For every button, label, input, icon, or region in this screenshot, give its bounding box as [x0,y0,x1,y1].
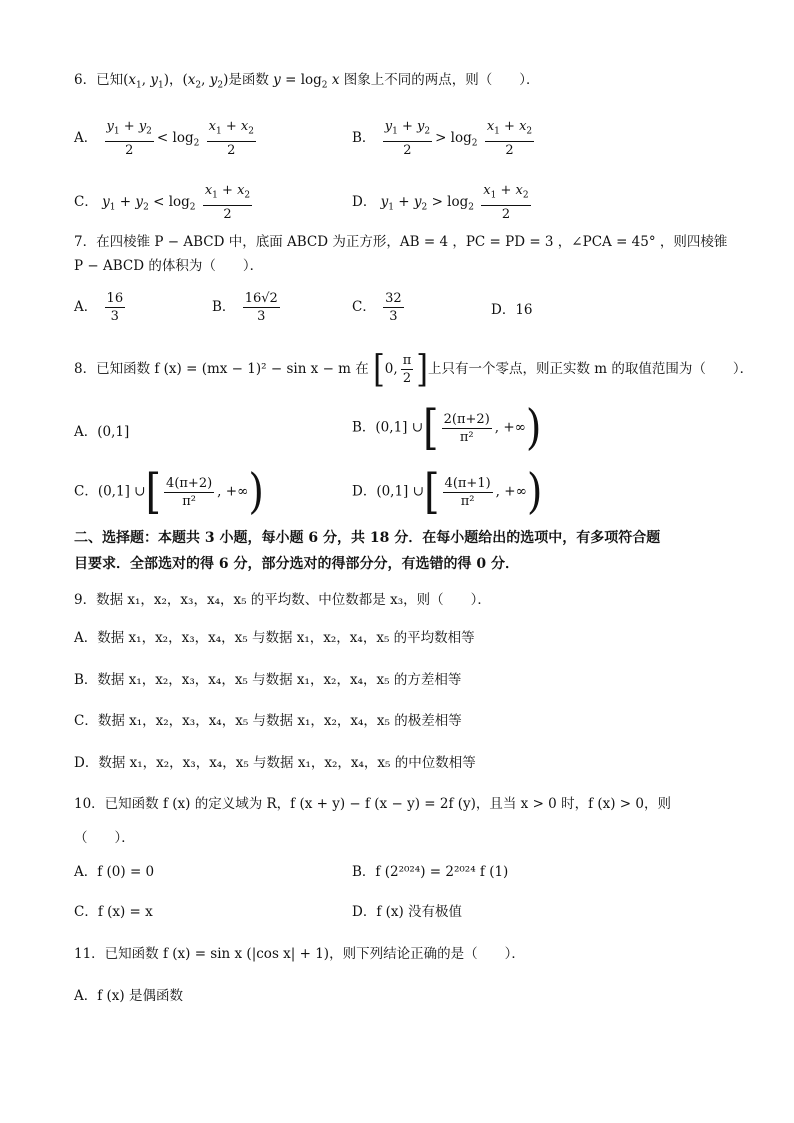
q9-option-c[interactable]: C．数据 x₁，x₂，x₃，x₄，x₅ 与数据 x₁，x₂，x₄，x₅ 的极差相等 [74,713,462,729]
q7-stem-line2: P − ABCD 的体积为（ ）． [74,258,264,274]
q11-option-a[interactable]: A．f (x) 是偶函数 [74,988,183,1004]
section2-heading-line2: 目要求．全部选对的得 6 分，部分选对的得部分分，有选错的得 0 分． [74,556,519,572]
q7-option-d[interactable]: D．16 [491,302,533,318]
q8-stem: 8．已知函数 f (x) = (mx − 1)² − sin x − m 在 [0, $\frac{\pi}{2}$ ]上只有一个零点，则正实数 m 的取值范围为（ ）． [74,347,754,391]
q10-stem-line1: 10．已知函数 f (x) 的定义域为 R，f (x + y) − f (x − y) = 2f (y)，且当 x > 0 时，f (x) > 0，则 [74,796,671,812]
q9-option-d[interactable]: D．数据 x₁，x₂，x₃，x₄，x₅ 与数据 x₁，x₂，x₄，x₅ 的中位数相等 [74,755,476,771]
q7-option-a[interactable]: A． $\frac{16}{3}$ [74,291,124,324]
q6-option-a[interactable]: A． $\frac{y_1 + y_2}{2}$ < $\log_2$ $\frac{x_1 + x_2}{2}$ [74,119,254,158]
q9-option-a[interactable]: A．数据 x₁，x₂，x₃，x₄，x₅ 与数据 x₁，x₂，x₄，x₅ 的平均数相等 [74,630,475,646]
section2-heading-line1: 二、选择题：本题共 3 小题，每小题 6 分，共 18 分．在每小题给出的选项中，有多项符合题 [74,530,661,546]
q11-stem: 11．已知函数 f (x) = sin x (|cos x| + 1)，则下列结论正确的是（ ）． [74,946,525,962]
q10-option-d[interactable]: D．f (x) 没有极值 [352,904,463,920]
q10-option-a[interactable]: A．f (0) = 0 [74,864,155,880]
q7-option-b[interactable]: B． $\frac{16√2}{3}$ [212,291,278,324]
q6-option-b[interactable]: B． $\frac{y_1 + y_2}{2}$ > $\log_2$ $\frac{x_1 + x_2}{2}$ [352,119,533,158]
q9-option-b[interactable]: B．数据 x₁，x₂，x₃，x₄，x₅ 与数据 x₁，x₂，x₄，x₅ 的方差相等 [74,672,462,688]
q10-option-b[interactable]: B．f (2²⁰²⁴) = 2²⁰²⁴ f (1) [352,864,509,880]
q7-stem-line1: 7．在四棱锥 P − ABCD 中，底面 ABCD 为正方形，AB = 4 ，PC = PD = 3 ，∠PCA = 45° ，则四棱锥 [74,234,728,250]
q8-option-c[interactable]: C．(0,1] ∪[ $\frac{4(\pi+2)}{\text{π²}}$ , +∞) [74,464,264,520]
q6-stem: 6．已知($x_1$, $y_1$)，($x_2$, $y_2$)是函数 $y = \log_2 x$ 图象上不同的两点，则（ ）． [74,72,540,91]
q10-option-c[interactable]: C．f (x) = x [74,904,153,920]
q6-option-d[interactable]: D． $y_1 + y_2 > \log_2$ $\frac{x_1 + x_2}{2}$ [352,183,529,222]
q6-option-c[interactable]: C． $y_1 + y_2 < \log_2$ $\frac{x_1 + x_2}{2}$ [74,183,251,222]
q7-option-c[interactable]: C． $\frac{32}{3}$ [352,291,402,324]
q10-stem-line2: （ ）． [74,830,135,846]
q9-stem: 9．数据 x₁，x₂，x₃，x₄，x₅ 的平均数、中位数都是 x₃，则（ ）． [74,592,491,608]
q8-option-a[interactable]: A．(0,1] [74,424,130,440]
q8-option-b[interactable]: B．(0,1] ∪[ $\frac{2(\pi+2)}{\text{π²}}$ , +∞) [352,400,542,456]
q8-option-d[interactable]: D．(0,1] ∪[ $\frac{4(\pi+1)}{\text{π²}}$ , +∞) [352,464,543,520]
